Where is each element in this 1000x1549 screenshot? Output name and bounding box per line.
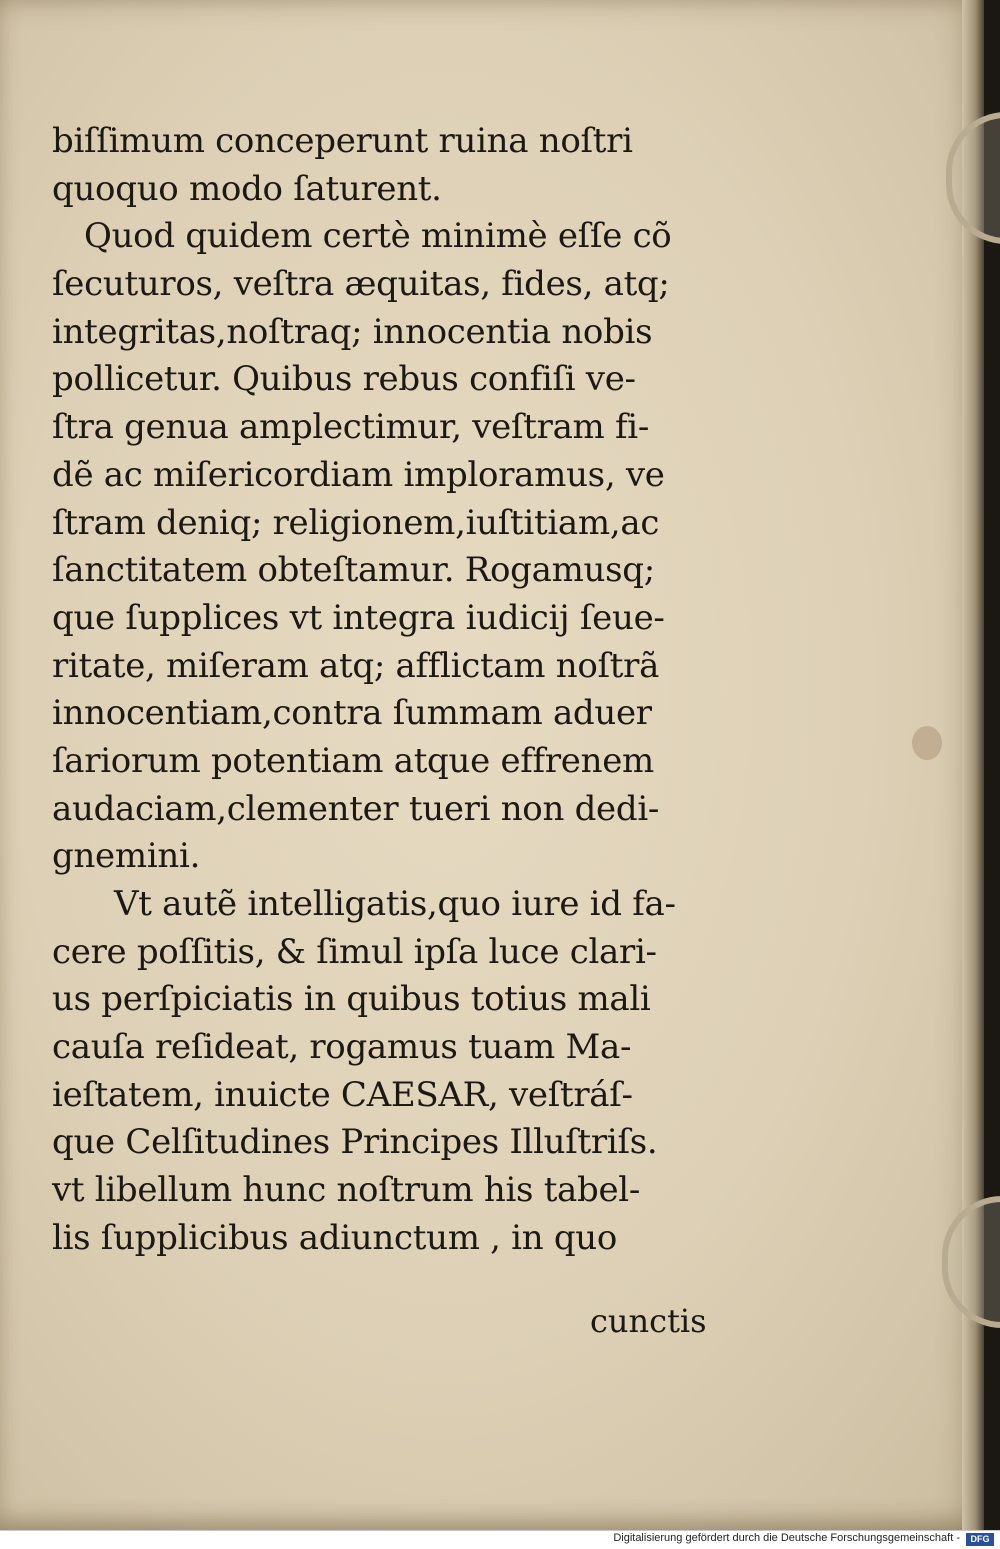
text-line: cauſa reſideat, rogamus tuam Ma-	[52, 1027, 632, 1068]
text-line: audaciam,clementer tueri non dedi-	[52, 788, 660, 829]
text-line: gnemini.	[52, 836, 201, 877]
text-line: que Celſitudines Principes Illuſtriſs.	[52, 1122, 658, 1163]
text-line: pollicetur. Quibus rebus confiſi ve-	[52, 359, 636, 400]
text-line: integritas,noſtraq; innocentia nobis	[52, 311, 653, 352]
catchword: cunctis	[590, 1302, 707, 1340]
paper-stain	[912, 726, 942, 760]
text-line: ſanctitatem obteſtamur. Rogamusq;	[52, 550, 655, 591]
text-line: ſtra genua amplectimur, veſtram fi-	[52, 407, 650, 448]
text-line: que ſupplices vt integra iudicij ſeue-	[52, 597, 665, 638]
text-line: lis ſupplicibus adiunctum , in quo	[52, 1217, 618, 1258]
clasp-bottom	[942, 1196, 1000, 1328]
text-line: ritate, miſeram atq; afflictam noſtrã	[52, 645, 660, 686]
text-line: ſtram deniq; religionem,iuſtitiam,ac	[52, 502, 660, 543]
text-line: dẽ ac miſericordiam imploramus, ve	[52, 454, 665, 495]
text-line: Vt autẽ intelligatis,quo iure id fa-	[114, 884, 676, 924]
footer-bar	[0, 1530, 1000, 1549]
text-line: ſariorum potentiam atque effrenem	[52, 740, 654, 781]
dfg-logo-icon: DFG	[966, 1533, 994, 1546]
text-line: ſecuturos, veſtra æquitas, fides, atq;	[52, 264, 670, 305]
text-block	[52, 118, 742, 1263]
text-line: innocentiam,contra ſummam aduer	[52, 693, 652, 734]
footer-credit: Digitalisierung gefördert durch die Deutsche Forschungsgemeinschaft -	[613, 1532, 960, 1544]
clasp-top	[946, 112, 1000, 244]
text-line: cere poſſitis, & ſimul ipſa luce clari-	[52, 931, 657, 972]
text-line: vt libellum hunc noſtrum his tabel-	[52, 1170, 641, 1211]
text-line: Quod quidem certè minimè eſſe cõ	[84, 216, 672, 257]
text-line: biſſimum conceperunt ruina noſtri	[52, 121, 633, 161]
text-line: ieſtatem, inuicte CAESAR, veſtráſ-	[52, 1074, 633, 1115]
text-line: us perſpiciatis in quibus totius mali	[52, 979, 651, 1020]
text-line: quoquo modo ſaturent.	[52, 168, 442, 209]
